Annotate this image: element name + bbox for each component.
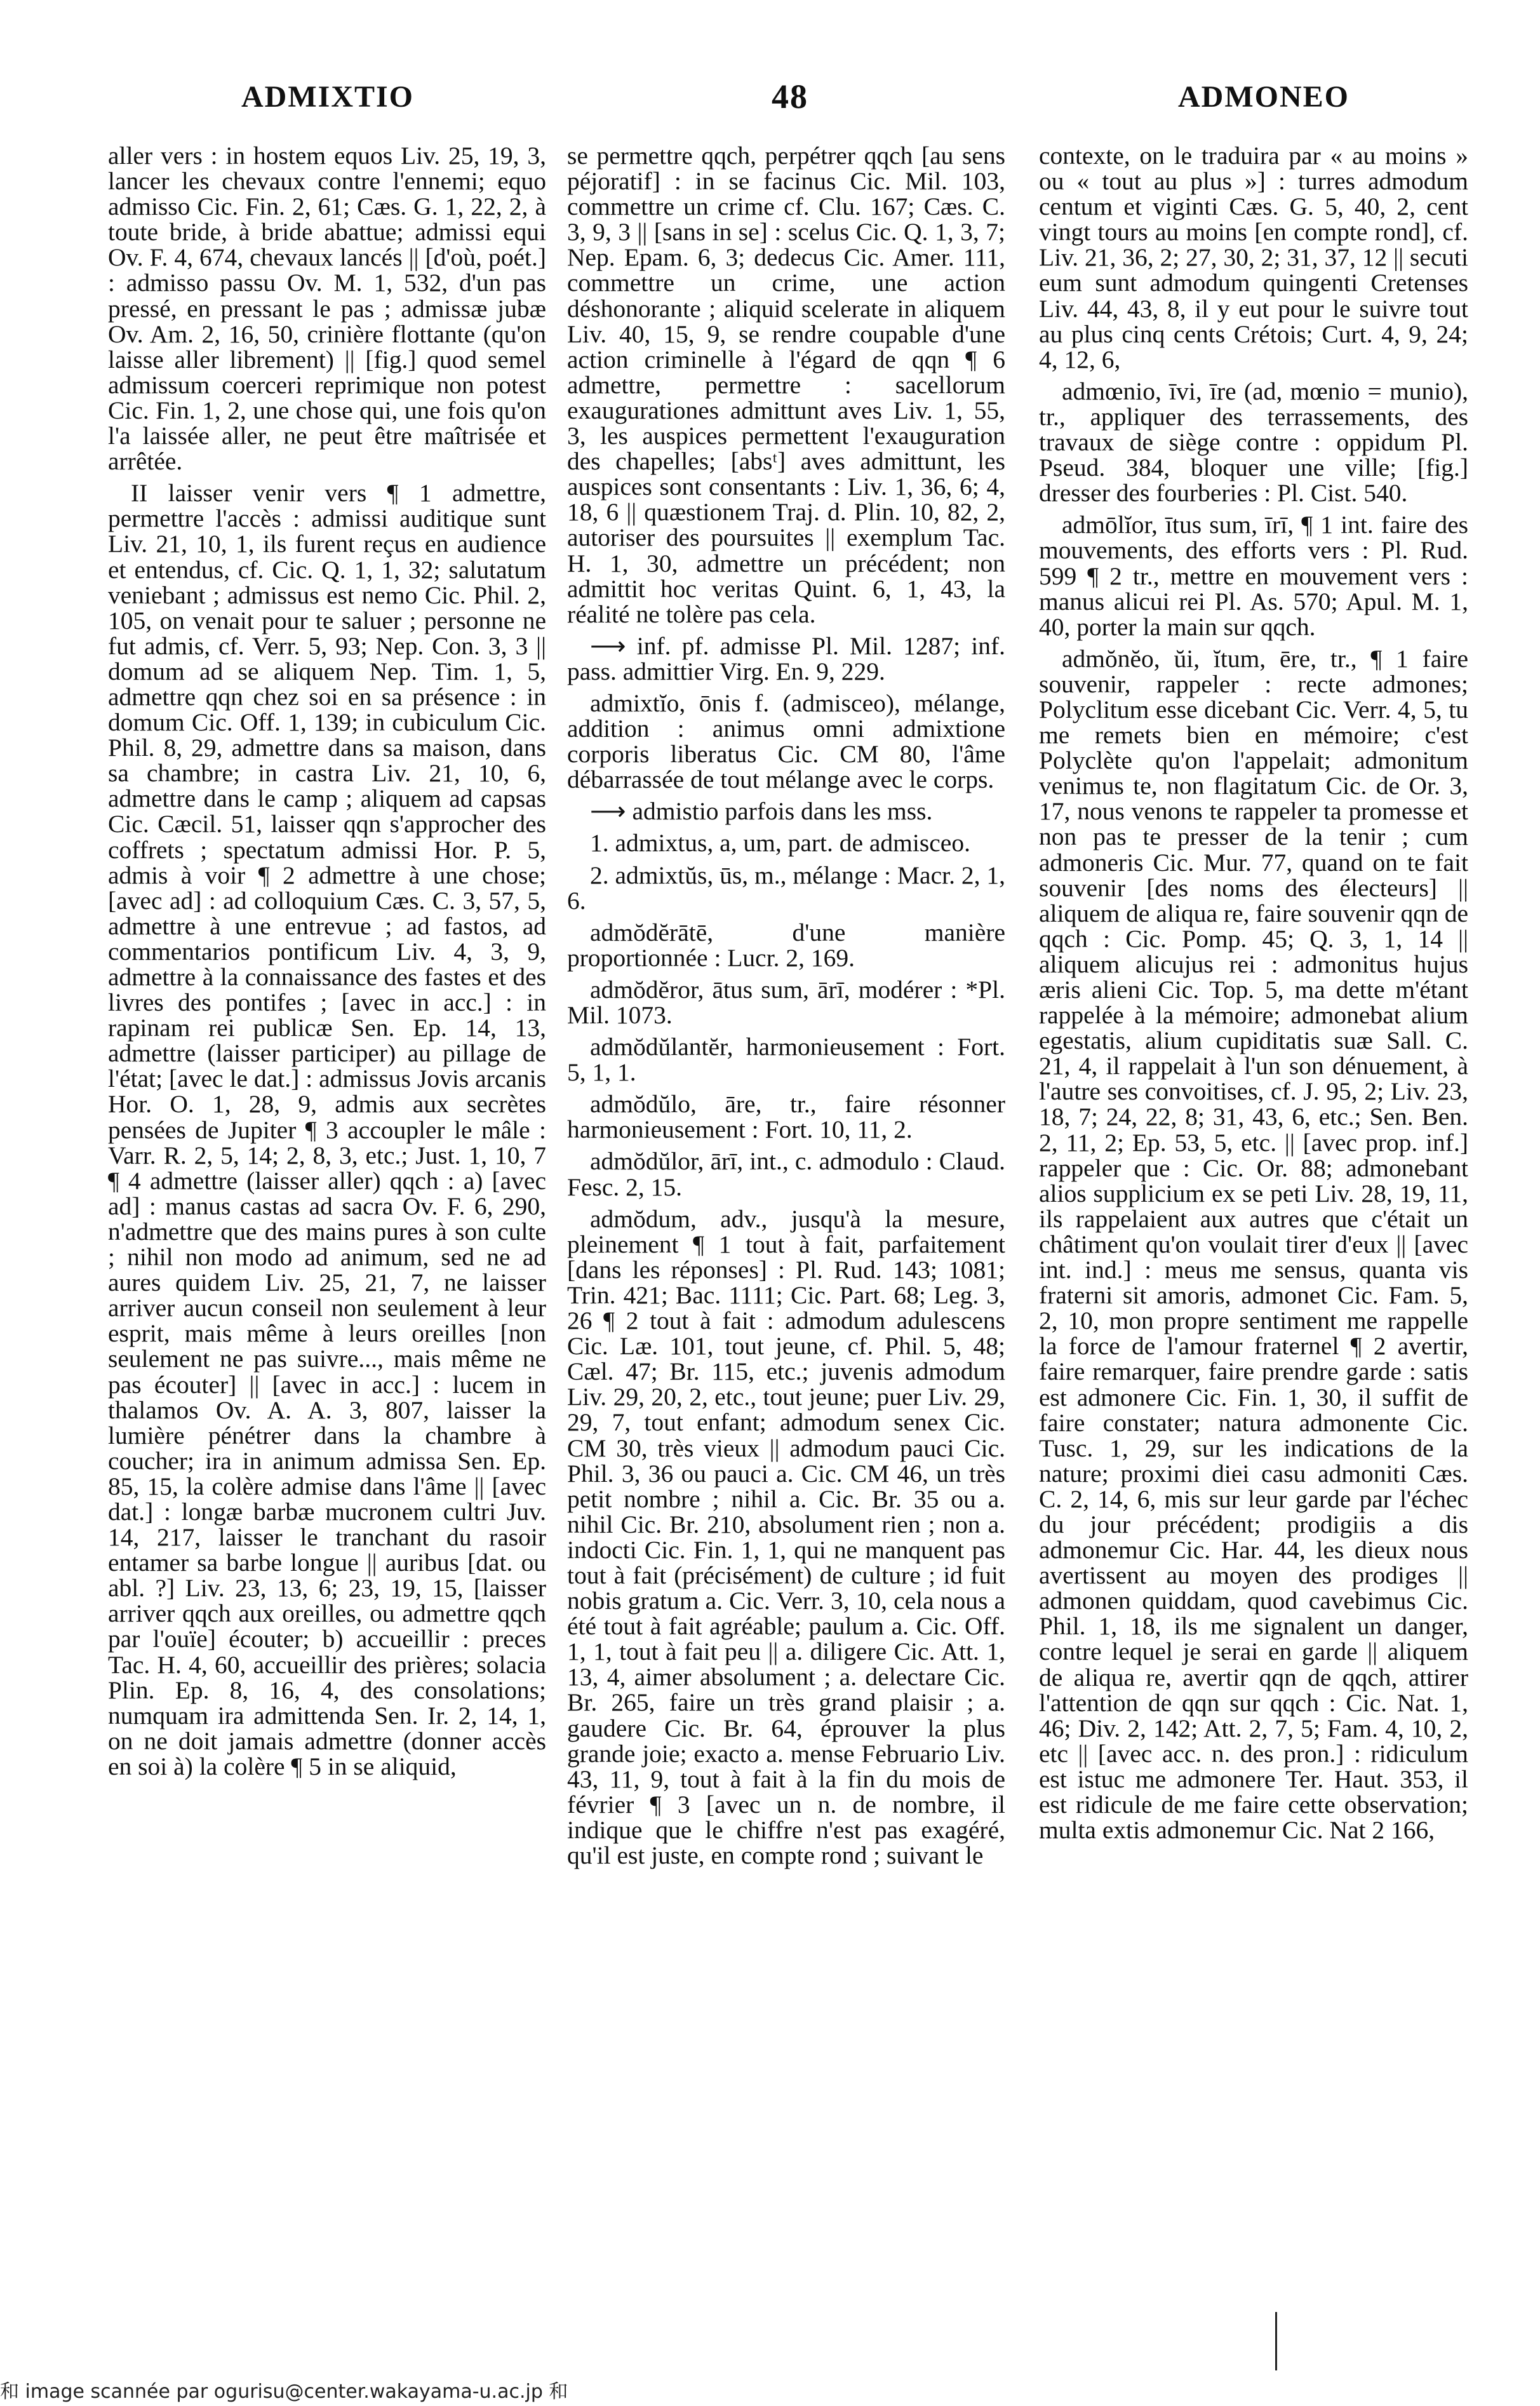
dictionary-entry: admŏdum, adv., jusqu'à la mesure, pleinement ¶ 1 tout à fait, parfaitement [dans les réponses] : Pl. Rud. 143; 1081; Trin. 421; Bac. 1111; Cic. Part. 68; Leg. 3, 26 ¶ 2 tout à fait : admodum adulescens Cic. Læ. 101, tout jeune, cf. Phil. 5, 48; Cæl. 47; Br. 115, etc.; juvenis admodum Liv. 29, 20, 2, etc., tout jeune; puer Liv. 29, 29, 7, tout enfant; admodum senex Cic. CM 30, très vieux || admodum pauci Cic. Phil. 3, 36 ou pauci a. Cic. CM 46, un très petit nombre ; nihil a. Cic. Br. 35 ou a. nihil Cic. Br. 210, absolument rien ; non a. indocti Cic. Fin. 1, 1, qui ne manquent pas tout à fait (précisément) de culture ; id fuit nobis gratum a. Cic. Verr. 3, 10, cela nous a été tout à fait agréable; paulum a. Cic. Off. 1, 1, tout à fait peu || a. diligere Cic. Att. 1, 13, 4, aimer absolument ; a. delectare Cic. Br. 265, faire un très grand plaisir ; a. gaudere Cic. Br. 64, éprouver la plus grande joie; exacto a. mense Februario Liv. 43, 11, 9, tout à fait à la fin du mois de février ¶ 3 [avec un n. de nombre, il indique que le chiffre n'est pas exagéré, qu'il est juste, en compte rond ; suivant le (567, 1204, 1005, 1869)
page-header (0, 79, 1540, 137)
running-head-right: ADMONEO (1178, 80, 1349, 114)
entry-paragraph: II laisser venir vers ¶ 1 admettre, permettre l'accès : admissi auditique sunt Liv. 21, 10, 1, ils furent reçus en audience et entendus, cf. Cic. Q. 1, 1, 32; salutatum veniebant ; admissus est nemo Cic. Phil. 2, 105, on venait pour te saluer ; personne ne fut admis, cf. Verr. 5, 93; Nep. Con. 3, 3 || domum ad se aliquem Nep. Tim. 1, 5, admettre qqn chez soi en sa présence : in domum Cic. Off. 1, 139; in cubiculum Cic. Phil. 8, 29, admettre dans sa maison, dans sa chambre; in castra Liv. 21, 10, 6, admettre dans le camp ; aliquem ad capsas Cic. Cæcil. 51, laisser qqn s'approcher des coffrets ; spectatum admissi Hor. P. 5, admis à voir ¶ 2 admettre à une chose; [avec ad] : ad colloquium Cæs. C. 3, 57, 5, admettre à une entrevue ; ad fastos, ad commentarios pontificum Liv. 4, 3, 9, admettre à la connaissance des fastes et des livres des pontifes ; [avec in acc.] : in rapinam rei publicæ Sen. Ep. 14, 13, admettre (laisser participer) au pillage de l'état; [avec le dat.] : admissus Jovis arcanis Hor. O. 1, 28, 9, admis aux secrètes pensées de Jupiter ¶ 3 accoupler le mâle : Varr. R. 2, 5, 14; 2, 8, 3, etc.; Just. 1, 10, 7 ¶ 4 admettre (laisser aller) qqch : a) [avec ad] : manus castas ad sacra Ov. F. 6, 290, n'admettre que des mains pures à son culte ; nihil non modo ad animum, sed ne ad aures quidem Liv. 25, 21, 7, ne laisser arriver aucun conseil non seulement à leur esprit, mais même à leurs oreilles [non seulement ne pas suivre..., mais même ne pas écouter] || [avec in acc.] : lucem in thalamos Ov. A. A. 3, 807, laisser la lumière pénétrer dans la chambre à coucher; ira in animum admissa Sen. Ep. 85, 15, la colère admise dans l'âme || [avec dat.] : longæ barbæ mucronem cultri Juv. 14, 217, laisser le tranchant du rasoir entamer sa barbe longue || auribus [dat. ou abl. ?] Liv. 23, 13, 6; 23, 19, 15, [laisser arriver qqch aux oreilles, ou admettre qqch par l'ouïe] écouter; b) accueillir : preces Tac. H. 4, 60, accueillir des prières; solacia Plin. Ep. 8, 16, 4, des consolations; numquam ira admittenda Sen. Ir. 2, 14, 1, on ne doit jamais admettre (donner accès en soi à) la colère ¶ 5 in se aliquid, (108, 479, 546, 1780)
dictionary-entry: admōlĭor, ītus sum, īrī, ¶ 1 int. faire des mouvements, des efforts vers : Pl. Rud. 599 ¶ 2 tr., mettre en mouvement vers : manus alicui rei Pl. As. 570; Apul. M. 1, 40, porter la main sur qqch. (1039, 511, 1468, 641)
column-3 (1039, 143, 1468, 2334)
dictionary-entry: admŏnĕo, ŭi, ĭtum, ēre, tr., ¶ 1 faire souvenir, rappeler : recte admones; Polyclitum esse dicebant Cic. Verr. 4, 5, tu me remets bien en mémoire; c'est Polyclète qu'on l'appelait; admonitum venimus te, non flagitatum Cic. de Or. 3, 17, nous venons te rappeler ta promesse et non pas te presser de la tenir ; cum admoneris Cic. Mur. 77, quand on te fait souvenir [des noms des électeurs] || aliquem de aliqua re, faire souvenir qqn de qqch : Cic. Pomp. 45; Q. 3, 1, 14 || aliquem alicujus rei : admonitus hujus æris alieni Cic. Top. 5, ma dette m'étant rappelée à la mémoire; admonebat alium egestatis, alium cupiditatis suæ Sall. C. 21, 4, il rappelait à l'un son dénuement, à l'autre ses convoitises, cf. J. 95, 2; Liv. 23, 18, 7; 24, 22, 8; 31, 43, 6, etc.; Sen. Ben. 2, 11, 2; Ep. 53, 5, etc. || [avec prop. inf.] rappeler que : Cic. Or. 88; admonebant alios supplicium ex se peti Liv. 28, 19, 11, ils rappelaient aux autres que c'était un châtiment qu'on voulait tirer d'eux || [avec int. ind.] : meus me sensus, quanta vis fraterni sit amoris, admonet Cic. Fam. 5, 2, 10, mon propre sentiment me rappelle la force de l'amour fraternel ¶ 2 avertir, faire remarquer, faire prendre garde : satis est admonere Cic. Fin. 1, 30, il suffit de faire constater; natura admonente Cic. Tusc. 1, 29, sur les indications de la nature; proximi diei casu admoniti Cæs. C. 2, 14, 6, mis sur leur garde par l'échec du jour précédent; prodigiis a dis admonemur Cic. Har. 44, les dieux nous avertissent au moyen des prodiges || admonen quiddam, quod cavebimus Cic. Phil. 1, 18, ils me signalent un danger, contre lequel je serai en garde || aliquem de aliqua re, avertir qqn de qqch, attirer l'attention de qqn sur qqch : Cic. Nat. 1, 46; Div. 2, 142; Att. 2, 7, 5; Fam. 4, 10, 2, etc || [avec acc. n. des pron.] : ridiculum est istuc me admonere Ter. Haut. 353, il est ridicule de me faire cette observation; multa extis admonemur Cic. Nat 2 166, (1039, 644, 1468, 1845)
dictionary-entry: admœnio, īvi, īre (ad, mœnio = munio), tr., appliquer des terrassements, des travaux de siège contre : oppidum Pl. Pseud. 384, bloquer une ville; [fig.] dresser des fourberies : Pl. Cist. 540. (1039, 377, 1468, 507)
dictionary-entry: admŏdŭlor, ārī, int., c. admodulo : Claud. Fesc. 2, 15. (567, 1147, 1005, 1201)
entry-paragraph: aller vers : in hostem equos Liv. 25, 19, 3, lancer les chevaux contre l'ennemi; equo admisso Cic. Fin. 2, 61; Cæs. G. 1, 22, 2, à toute bride, à bride abattue; admissi equi Ov. F. 4, 674, chevaux lancés || [d'où, poét.] : admisso passu Ov. M. 1, 532, d'un pas pressé, en pressant le pas ; admissæ jubæ Ov. Am. 2, 16, 50, crinière flottante (qu'on laisse aller librement) || [fig.] quod semel admissum coerceri reprimique non potest Cic. Fin. 1, 2, une chose qui, une fois qu'on l'a laissée aller, ne peut être maîtrisée et arrêtée. (108, 143, 546, 476)
column-2 (567, 143, 1005, 2334)
dictionary-entry: admixtĭo, ōnis f. (admisceo), mélange, addition : animus omni admixtione corporis liberatus Cic. CM 80, l'âme débarrassée de tout mélange avec le corps. (567, 689, 1005, 794)
dictionary-entry: admŏdŭlantĕr, harmonieusement : Fort. 5, 1, 1. (567, 1033, 1005, 1087)
dictionary-entry: 2. admixtŭs, ūs, m., mélange : Macr. 2, 1, 6. (567, 861, 1005, 915)
dictionary-entry: 1. admixtus, a, um, part. de admisceo. (590, 829, 970, 857)
entry-paragraph: se permettre qqch, perpétrer qqch [au sens péjoratif] : in se facinus Cic. Mil. 103, commettre un crime cf. Clu. 167; Cæs. C. 3, 9, 3 || [sans in se] : scelus Cic. Q. 1, 3, 7; Nep. Epam. 6, 3; dedecus Cic. Amer. 111, commettre un crime, une action déshonorante ; aliquid scelerate in aliquem Liv. 40, 15, 9, se rendre coupable d'une action criminelle à l'égard de qqn ¶ 6 admettre, permettre : sacellorum exaugurationes admittunt aves Liv. 1, 55, 3, les auspices permettent l'exauguration des chapelles; [absᵗ] aves admittunt, les auspices sont consentants : Liv. 1, 36, 6; 4, 18, 6 || quæstionem Traj. d. Plin. 10, 82, 2, autoriser des poursuites || exemplum Tac. H. 1, 30, admettre un précédent; non admittit hoc veritas Quint. 6, 1, 43, la réalité ne tolère pas cela. (567, 143, 1005, 628)
margin-rule (1275, 2312, 1277, 2370)
dictionary-entry: admŏdŭlo, āre, tr., faire résonner harmonieusement : Fort. 10, 11, 2. (567, 1090, 1005, 1144)
entry-note: ⟶ inf. pf. admisse Pl. Mil. 1287; inf. pass. admittier Virg. En. 9, 229. (567, 631, 1005, 685)
dictionary-entry: admŏdĕrātē, d'une manière proportionnée : Lucr. 2, 169. (567, 918, 1005, 972)
scan-credit: 和 image scannée par ogurisu@center.wakayama-u.ac.jp 和 (0, 2381, 568, 2403)
dictionary-entry: admŏdĕror, ātus sum, ārī, modérer : *Pl. Mil. 1073. (567, 975, 1005, 1029)
column-1 (108, 143, 546, 2334)
page-number: 48 (772, 77, 808, 116)
running-head-left: ADMIXTIO (241, 80, 415, 114)
entry-paragraph: contexte, on le traduira par « au moins » ou « tout au plus »] : turres admodum centum et viginti Cæs. G. 5, 40, 2, cent vingt tours au moins [en compte rond], cf. Liv. 21, 36, 2; 27, 30, 2; 31, 37, 12 || secuti eum sunt admodum quingenti Cretenses Liv. 44, 43, 8, il y eut pour le suivre tout au plus cinq cents Crétois; Curt. 4, 9, 24; 4, 12, 6, (1039, 143, 1468, 373)
entry-note: ⟶ admistio parfois dans les mss. (590, 797, 933, 826)
